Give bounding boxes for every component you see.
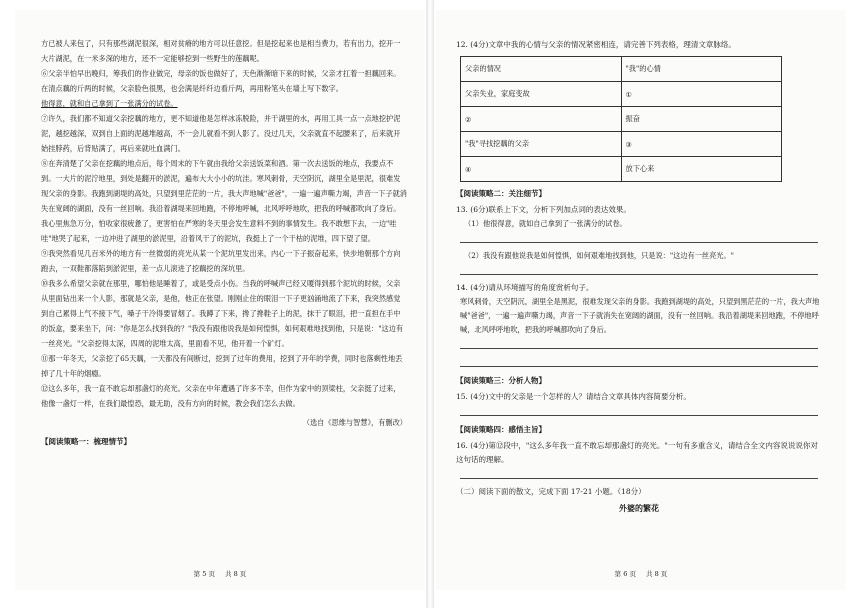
table-cell: "我"的心情 (621, 57, 782, 82)
article-paragraph: ⑩我多么希望父亲就在那里，哪怕他是睡着了，或是受点小伤。当我的呼喊声已经又嗄得到那个泥坑的时候，父亲从里面钻出来一个人影，那就是父亲，是他，他正在张望。刚刚止住的眼泪一下子更汹涌地流了下来，我突然感觉到自己累得上气不接下气，嗓子干冷得要冒烟了。我蹲了下来，搀了搀鞋子上的泥，抹干了眼泪，把一直担在手中的饭盒，要来坐下，问："你是怎么找到我的？"我没有跟他说我是如何惶惧，如何艰难地找到他，只是说："这边有一丝亮光。"父亲挖得太深，四周的泥堆太高，里面看不见，他开着一个矿灯。 (41, 279, 404, 348)
question-14-text: 寒风刺骨，天空阴沉，湖里全是黑泥，很难发现父亲的身影。我跑到湖堤的高处，只望到黑茫茫的一片，我大声地喊"爸爸"，一遍一遍声嘶力竭，声音一下子就消失在宽阔的湖面，没有一丝回响。我沿着湖堤来回地跑，不停地呼喊，北风呼呼地吹，把我的呼喊都吹向了身后。 (460, 297, 820, 334)
page-footer-left (15, 569, 425, 578)
article-paragraph: 他得意，就和自己拿到了一张满分的试卷。 (41, 99, 178, 108)
article-paragraph: ⑨我突然看见几百米外的地方有一丝微弱的亮光从某一个泥坑里发出来，内心一下子振奋起来，快步地朝那个方向跑去，一双鞋都落陷到淤泥里，差一点儿滚进了挖藕挖的深坑里。 (41, 249, 401, 273)
page-spine (426, 0, 434, 608)
page-number: 第 5 页 (193, 570, 215, 578)
table-cell: "我"寻找挖藕的父亲 (461, 132, 622, 157)
answer-line[interactable] (460, 263, 818, 275)
question-16: 16. (4分)第⑫段中，"这么多年我一直不敢忘却那盏灯的亮光。"一句有多重含义，请结合全文内容说说说你对这句话的理解。 (456, 441, 818, 464)
answer-line[interactable] (460, 231, 818, 243)
answer-table (460, 56, 782, 182)
table-cell: 父亲的情况 (461, 57, 622, 82)
table-row (461, 82, 782, 107)
article-paragraph: ⑦许久，我们都不知道父亲挖藕的地方，更不知道他是怎样冰冻脱险，并干湖里的水，再用工具一点一点地挖护泥泥，越挖越深，双到自上面的泥越堆越高，不一会儿就看不到人影了。没过几天，父亲就直不起腰来了，后来就开始挂脖药，后背贴满了，再后来就吐血满门。 (41, 114, 401, 153)
article-paragraph: 方已被人来包了，只有那些湖泥很深，相对贫瘠的地方可以任意挖。但是挖起来也是相当费力，若有出力，挖开一大片湖泥，在一米多深的地方，还不一定能够挖到一些野生的莲藕呢。 (41, 39, 401, 63)
question-13-1: （1）他很得意，就如自己拿到了一张满分的试卷。 (464, 219, 627, 228)
table-cell: 放下心来 (621, 157, 782, 182)
question-15: 15. (4分)文中的父亲是一个怎样的人？请结合文章具体内容简要分析。 (456, 392, 691, 401)
table-row (461, 57, 782, 82)
answer-line[interactable] (460, 337, 818, 349)
article-body (41, 36, 407, 411)
table-row (461, 157, 782, 182)
reading-strategy-2: 【阅读策略二：关注细节】 (456, 189, 546, 198)
reading-strategy-1: 【阅读策略一：梳理情节】 (41, 437, 131, 446)
answer-line[interactable] (460, 355, 818, 367)
table-cell: 父亲失业，家庭变故 (461, 82, 622, 107)
table-cell: 振奋 (621, 107, 782, 132)
reading-strategy-3: 【阅读策略三：分析人物】 (456, 376, 546, 385)
article-source: （选自《思维与智慧》，有删改） (302, 418, 407, 427)
question-13-2: （2）我没有跟他说我是如何惶惧，如何艰难地找到他，只是说："这边有一丝亮光。" (464, 251, 734, 260)
page-total: 共 8 页 (225, 570, 247, 578)
right-page (436, 10, 846, 590)
table-row (461, 132, 782, 157)
article-paragraph: ⑧在奔清楚了父亲在挖藕的地点后，每个周末的下午就由我给父亲送饭菜和酒。第一次去送饭的地点，我要点不到。一大片的泥泞地里，到处是翻开的淤泥，遍布大大小小的坑洼。寒风刺骨，天空阴沉，湖里全是里泥，很难发现父亲的身影。我跑到湖堤的高处，只望到里茫茫的一片，我大声地喊"爸爸"，一遍一遍声嘶力竭，声音一下子就消失在宽阔的湖面，没有一丝回响。我沿着湖堤来回地跑，不停地呼喊，北风呼呼地吹，把我的呼喊都吹向了身后。我心里焦急万分，怕收家很疲惫了，更害怕在严寒的冬天里会发生意料不到的事情发生。我不敢想下去，一边"哇哇"地哭了起来，一边冲进了湖里的淤泥里，沿着风干了的泥坑，我挺上了一个干枯的泥堆，四下望了望。 (41, 159, 407, 243)
table-row (461, 107, 782, 132)
question-13: 13. (6分)联系上下文，分析下列加点词的表达效果。 (456, 205, 631, 214)
page-total: 共 8 页 (646, 570, 668, 578)
section-two-heading: （二）阅读下面的散文，完成下面 17-21 小题。（18分） (456, 487, 646, 496)
article-paragraph: ⑫这么多年，我一直不敢忘却那盏灯的亮光。父亲在中年遭遇了许多不幸，但作为家中的顶梁柱，父亲挺了过来，他像一盏灯一样，在我们最惶恐，最无助，没有方向的时候，教会我们怎么去做。 (41, 384, 401, 408)
answer-line[interactable] (460, 467, 818, 479)
page-footer-right (436, 569, 846, 578)
left-page (15, 10, 425, 590)
table-cell: ④ (461, 157, 622, 182)
next-article-title: 外婆的繁花 (619, 503, 659, 513)
table-cell: ③ (621, 132, 782, 157)
table-cell: ① (621, 82, 782, 107)
page-number: 第 6 页 (614, 570, 636, 578)
table-cell: ② (461, 107, 622, 132)
question-12: 12. (4分)文章中我的心情与父亲的情况紧密相连，请完善下列表格，理清文章脉络。 (456, 40, 736, 49)
reading-strategy-4: 【阅读策略四：感悟主旨】 (456, 425, 546, 434)
article-paragraph: ⑥父亲半怕早出晚归，筹我们的作业做完，母亲的饭也做好了，天色渐渐暗下来的时候，父亲才扛着一担藕回来。在清点藕的斤两的时候，父亲脸色很黑，也会满是纤纤边看斤两，再用粉笔头在墙上写下数字。 (41, 69, 401, 93)
answer-line[interactable] (460, 404, 818, 416)
article-paragraph: ⑪那一年冬天，父亲挖了65天藕，一天都没有间断过，挖到了过年的费用，挖到了开年的学费，同时也落剩性地丢掉了几十年的烟瘾。 (41, 354, 403, 378)
question-14: 14. (4分)请从环境描写的角度赏析句子。 (456, 283, 594, 292)
